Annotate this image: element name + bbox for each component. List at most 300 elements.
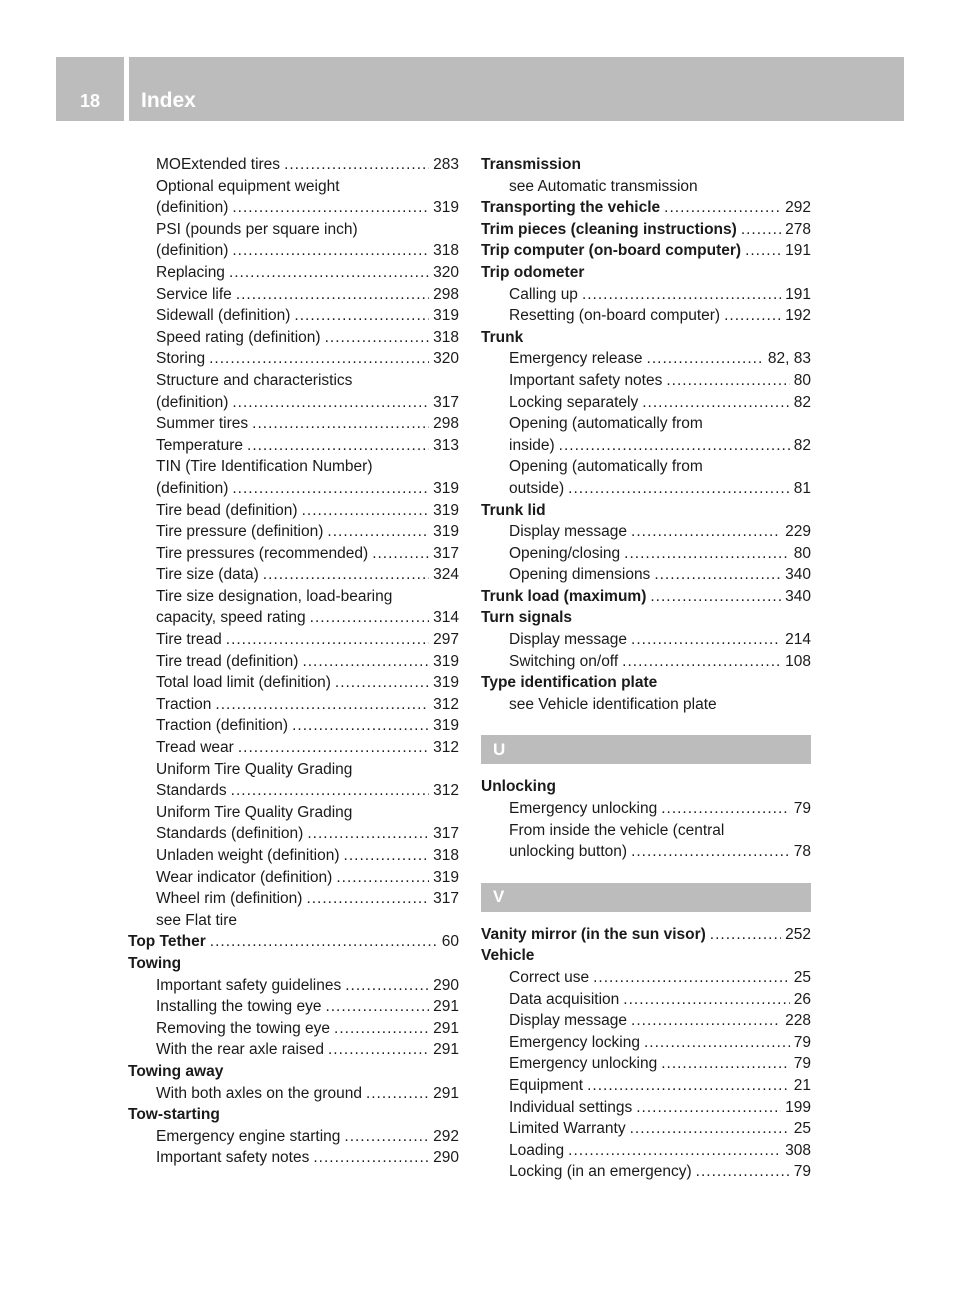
entry-text: Tire size (data) bbox=[156, 566, 259, 584]
index-subentry bbox=[128, 478, 459, 500]
dot-leader bbox=[631, 521, 781, 543]
page-reference[interactable]: 318 bbox=[433, 847, 459, 864]
entry-text: Service life bbox=[156, 285, 232, 303]
dot-leader bbox=[582, 284, 781, 306]
entry-text: Trip odometer bbox=[481, 263, 585, 281]
page-reference[interactable]: 79 bbox=[793, 1033, 811, 1051]
page-reference[interactable]: 319 bbox=[433, 652, 459, 670]
index-subentry bbox=[481, 435, 811, 457]
dot-leader bbox=[661, 1053, 790, 1075]
index-subentry bbox=[128, 197, 459, 219]
entry-text: Uniform Tire Quality Grading bbox=[156, 803, 353, 821]
dot-leader bbox=[302, 500, 430, 522]
entry-text: Emergency unlocking bbox=[509, 1055, 658, 1073]
page-number: 18 bbox=[79, 91, 101, 111]
dot-leader bbox=[307, 823, 429, 845]
dot-leader bbox=[622, 651, 781, 673]
index-subentry bbox=[481, 989, 811, 1011]
page-reference[interactable]: 252 bbox=[785, 925, 811, 943]
entry-text: With both axles on the ground bbox=[156, 1084, 362, 1102]
index-entry bbox=[481, 154, 811, 176]
entry-text: Temperature bbox=[156, 436, 244, 454]
page-reference[interactable]: 324 bbox=[433, 566, 459, 584]
page-reference[interactable]: 25 bbox=[793, 1120, 811, 1138]
page-reference[interactable]: 228 bbox=[785, 1012, 811, 1030]
entry-text: Important safety guidelines bbox=[156, 976, 342, 994]
entry-text: Important safety notes bbox=[509, 371, 663, 389]
index-subentry bbox=[128, 607, 459, 629]
entry-text: Correct use bbox=[509, 969, 590, 986]
index-subentry bbox=[481, 820, 811, 842]
dot-leader bbox=[226, 629, 429, 651]
page-reference[interactable]: 340 bbox=[785, 587, 811, 605]
index-subentry bbox=[481, 694, 811, 716]
entry-text: Emergency unlocking bbox=[509, 800, 658, 818]
dot-leader bbox=[372, 543, 429, 565]
entry-text: Unlocking bbox=[481, 778, 556, 796]
page-reference[interactable]: 81 bbox=[793, 479, 811, 497]
entry-text: capacity, speed rating bbox=[156, 609, 306, 627]
index-subentry bbox=[128, 1018, 459, 1040]
entry-text: Emergency locking bbox=[509, 1033, 640, 1051]
index-entry bbox=[481, 924, 811, 946]
entry-text: Opening dimensions bbox=[509, 566, 651, 584]
index-subentry bbox=[128, 651, 459, 673]
index-entry bbox=[481, 776, 811, 798]
index-subentry bbox=[128, 715, 459, 737]
page-reference[interactable]: 278 bbox=[785, 220, 811, 238]
dot-leader bbox=[696, 1161, 790, 1183]
dot-leader bbox=[238, 737, 429, 759]
entry-text: Optional equipment weight bbox=[156, 177, 340, 195]
header-divider bbox=[124, 57, 129, 121]
index-subentry bbox=[128, 780, 459, 802]
entry-text: Trunk bbox=[481, 328, 524, 346]
page-reference[interactable]: 297 bbox=[433, 631, 459, 649]
entry-text: Uniform Tire Quality Grading bbox=[156, 760, 353, 778]
entry-text: see Flat tire bbox=[156, 911, 237, 929]
entry-text: (definition) bbox=[156, 479, 229, 497]
index-subentry bbox=[128, 370, 459, 392]
dot-leader bbox=[366, 1083, 429, 1105]
dot-leader bbox=[559, 435, 790, 457]
dot-leader bbox=[231, 780, 429, 802]
index-subentry bbox=[481, 284, 811, 306]
index-entry bbox=[481, 327, 811, 349]
index-subentry bbox=[128, 1039, 459, 1061]
dot-leader bbox=[344, 1126, 429, 1148]
index-column-left bbox=[128, 154, 459, 1169]
page-reference[interactable]: 80 bbox=[793, 371, 811, 389]
index-entry bbox=[128, 953, 459, 975]
index-subentry bbox=[481, 348, 811, 370]
page-reference[interactable]: 291 bbox=[433, 1041, 459, 1059]
index-subentry bbox=[128, 672, 459, 694]
index-entry bbox=[128, 1061, 459, 1083]
entry-text: Tire size designation, load-bearing bbox=[156, 587, 393, 605]
dot-leader bbox=[345, 975, 429, 997]
index-subentry bbox=[128, 176, 459, 198]
dot-leader bbox=[294, 305, 429, 327]
page-reference[interactable]: 191 bbox=[785, 285, 811, 303]
dot-leader bbox=[631, 1010, 781, 1032]
page-reference[interactable]: 291 bbox=[433, 1084, 459, 1102]
page-reference[interactable]: 290 bbox=[433, 976, 459, 994]
entry-text: Speed rating (definition) bbox=[156, 328, 321, 346]
page-reference[interactable]: 317 bbox=[433, 825, 459, 843]
index-subentry bbox=[481, 1032, 811, 1054]
index-subentry bbox=[128, 154, 459, 176]
page-reference[interactable]: 319 bbox=[433, 674, 459, 692]
index-entry bbox=[128, 931, 459, 953]
dot-leader bbox=[335, 672, 429, 694]
dot-leader bbox=[624, 543, 790, 565]
page-reference[interactable]: 319 bbox=[433, 199, 459, 217]
page-reference[interactable]: 317 bbox=[433, 393, 459, 411]
index-subentry bbox=[481, 651, 811, 673]
page-reference[interactable]: 199 bbox=[785, 1098, 811, 1116]
entry-text: Opening/closing bbox=[509, 544, 621, 562]
index-subentry bbox=[481, 543, 811, 565]
dot-leader bbox=[644, 1032, 790, 1054]
index-subentry bbox=[128, 500, 459, 522]
entry-text: Limited Warranty bbox=[509, 1120, 626, 1138]
dot-leader bbox=[292, 715, 429, 737]
dot-leader bbox=[642, 392, 790, 414]
entry-text: Tire pressure (definition) bbox=[156, 523, 324, 541]
entry-text: Vanity mirror (in the sun visor) bbox=[481, 925, 706, 943]
entry-text: Tire bead (definition) bbox=[156, 501, 298, 519]
index-entry bbox=[481, 586, 811, 608]
page-reference[interactable]: 317 bbox=[433, 544, 459, 562]
dot-leader bbox=[310, 607, 429, 629]
entry-text: Traction (definition) bbox=[156, 717, 289, 735]
index-subentry bbox=[481, 1053, 811, 1075]
index-entry bbox=[481, 197, 811, 219]
page-reference[interactable]: 25 bbox=[793, 969, 811, 986]
index-entry bbox=[481, 262, 811, 284]
index-subentry bbox=[481, 967, 811, 989]
entry-text: Trip computer (on-board computer) bbox=[481, 242, 742, 260]
index-subentry bbox=[481, 1161, 811, 1183]
dot-leader bbox=[724, 305, 781, 327]
page-reference[interactable]: 320 bbox=[433, 263, 459, 281]
entry-text: Transporting the vehicle bbox=[481, 199, 661, 217]
index-subentry bbox=[481, 1075, 811, 1097]
entry-text: MOExtended tires bbox=[156, 156, 281, 173]
entry-text: Trim pieces (cleaning instructions) bbox=[481, 220, 737, 238]
dot-leader bbox=[210, 931, 438, 953]
page-reference[interactable]: 313 bbox=[433, 436, 459, 454]
entry-text: Locking (in an emergency) bbox=[509, 1163, 692, 1181]
index-subentry bbox=[128, 435, 459, 457]
entry-text: Calling up bbox=[509, 285, 578, 303]
dot-leader bbox=[336, 867, 429, 889]
dot-leader bbox=[650, 586, 781, 608]
index-entry bbox=[128, 1104, 459, 1126]
index-subentry bbox=[128, 759, 459, 781]
page-reference[interactable]: 291 bbox=[433, 1019, 459, 1037]
entry-text: Top Tether bbox=[128, 933, 206, 951]
dot-leader bbox=[647, 348, 764, 370]
page-reference[interactable]: 319 bbox=[433, 523, 459, 541]
dot-leader bbox=[631, 629, 781, 651]
index-subentry bbox=[128, 823, 459, 845]
entry-text: Sidewall (definition) bbox=[156, 307, 291, 325]
dot-leader bbox=[263, 564, 429, 586]
page-reference[interactable]: 60 bbox=[441, 933, 459, 951]
dot-leader bbox=[710, 924, 781, 946]
entry-text: Turn signals bbox=[481, 609, 573, 627]
entry-text: (definition) bbox=[156, 199, 229, 217]
index-subentry bbox=[128, 1147, 459, 1169]
index-subentry bbox=[128, 327, 459, 349]
page-reference[interactable]: 78 bbox=[793, 843, 811, 861]
dot-leader bbox=[313, 1147, 429, 1169]
dot-leader bbox=[587, 1075, 790, 1097]
entry-text: Individual settings bbox=[509, 1098, 633, 1116]
page-reference[interactable]: 26 bbox=[793, 990, 811, 1008]
entry-text: Data acquisition bbox=[509, 990, 620, 1008]
index-subentry bbox=[128, 348, 459, 370]
entry-text: Trunk lid bbox=[481, 501, 546, 519]
index-subentry bbox=[481, 521, 811, 543]
index-subentry bbox=[481, 413, 811, 435]
index-entry bbox=[481, 240, 811, 262]
page-reference[interactable]: 79 bbox=[793, 1055, 811, 1073]
page-reference[interactable]: 320 bbox=[433, 350, 459, 368]
index-entry bbox=[481, 607, 811, 629]
page-reference[interactable]: 317 bbox=[433, 890, 459, 908]
dot-leader bbox=[215, 694, 429, 716]
index-subentry bbox=[128, 1083, 459, 1105]
dot-leader bbox=[664, 197, 781, 219]
page-reference[interactable]: 21 bbox=[793, 1076, 811, 1094]
index-entry bbox=[481, 945, 811, 967]
dot-leader bbox=[328, 1039, 429, 1061]
dot-leader bbox=[232, 197, 429, 219]
page-reference[interactable]: 312 bbox=[433, 695, 459, 713]
entry-text: unlocking button) bbox=[509, 843, 628, 861]
entry-text: Display message bbox=[509, 523, 628, 541]
entry-text: Important safety notes bbox=[156, 1149, 310, 1167]
index-subentry bbox=[128, 521, 459, 543]
index-subentry bbox=[128, 392, 459, 414]
entry-text: outside) bbox=[509, 479, 565, 497]
index-subentry bbox=[128, 240, 459, 262]
entry-text: Emergency engine starting bbox=[156, 1127, 341, 1145]
section-letter-v: V bbox=[481, 883, 811, 912]
index-subentry bbox=[128, 413, 459, 435]
index-entry bbox=[481, 219, 811, 241]
entry-text: Storing bbox=[156, 350, 206, 368]
entry-text: From inside the vehicle (central bbox=[509, 821, 725, 839]
entry-text: Tire pressures (recommended) bbox=[156, 544, 369, 562]
index-entry bbox=[481, 500, 811, 522]
dot-leader bbox=[236, 284, 429, 306]
entry-text: Wear indicator (definition) bbox=[156, 868, 333, 886]
index-subentry bbox=[481, 1140, 811, 1162]
dot-leader bbox=[630, 1118, 790, 1140]
dot-leader bbox=[232, 392, 429, 414]
page-reference[interactable]: 319 bbox=[433, 307, 459, 325]
index-subentry bbox=[128, 629, 459, 651]
index-subentry bbox=[128, 586, 459, 608]
dot-leader bbox=[325, 327, 430, 349]
index-subentry bbox=[128, 888, 459, 910]
index-subentry bbox=[128, 543, 459, 565]
dot-leader bbox=[229, 262, 429, 284]
page-reference[interactable]: 80 bbox=[793, 544, 811, 562]
page-reference[interactable]: 319 bbox=[433, 501, 459, 519]
page-reference[interactable]: 319 bbox=[433, 479, 459, 497]
index-subentry bbox=[128, 262, 459, 284]
index-subentry bbox=[128, 802, 459, 824]
index-subentry bbox=[128, 910, 459, 932]
index-subentry bbox=[128, 975, 459, 997]
dot-leader bbox=[623, 989, 789, 1011]
dot-leader bbox=[741, 219, 781, 241]
index-subentry bbox=[481, 392, 811, 414]
dot-leader bbox=[661, 798, 790, 820]
dot-leader bbox=[666, 370, 789, 392]
page-reference[interactable]: 108 bbox=[785, 652, 811, 670]
page-reference[interactable]: 308 bbox=[785, 1141, 811, 1159]
entry-text: Locking separately bbox=[509, 393, 639, 411]
dot-leader bbox=[593, 967, 790, 989]
page-reference[interactable]: 319 bbox=[433, 717, 459, 735]
dot-leader bbox=[284, 154, 429, 176]
page-reference[interactable]: 292 bbox=[785, 199, 811, 217]
entry-text: Unladen weight (definition) bbox=[156, 847, 340, 864]
dot-leader bbox=[252, 413, 429, 435]
entry-text: Tire tread bbox=[156, 631, 222, 649]
dot-leader bbox=[247, 435, 429, 457]
entry-text: Towing bbox=[128, 954, 182, 972]
page-reference[interactable]: 319 bbox=[433, 868, 459, 886]
index-subentry bbox=[481, 629, 811, 651]
entry-text: Removing the towing eye bbox=[156, 1019, 331, 1037]
entry-text: Traction bbox=[156, 695, 212, 713]
dot-leader bbox=[325, 996, 429, 1018]
page-reference[interactable]: 312 bbox=[433, 739, 459, 757]
entry-text: Wheel rim (definition) bbox=[156, 890, 303, 908]
index-subentry bbox=[481, 1010, 811, 1032]
entry-text: Vehicle bbox=[481, 947, 535, 965]
entry-text: Loading bbox=[509, 1141, 565, 1159]
dot-leader bbox=[232, 478, 429, 500]
entry-text: With the rear axle raised bbox=[156, 1041, 324, 1059]
index-subentry bbox=[481, 564, 811, 586]
entry-text: Installing the towing eye bbox=[156, 998, 322, 1016]
dot-leader bbox=[568, 478, 790, 500]
index-subentry bbox=[481, 305, 811, 327]
index-subentry bbox=[128, 1126, 459, 1148]
dot-leader bbox=[631, 841, 790, 863]
index-subentry bbox=[128, 284, 459, 306]
entry-text: Opening (automatically from bbox=[509, 415, 703, 433]
entry-text: Transmission bbox=[481, 156, 581, 173]
index-subentry bbox=[128, 456, 459, 478]
page-reference[interactable]: 314 bbox=[433, 609, 459, 627]
dot-leader bbox=[327, 521, 429, 543]
page-reference[interactable]: 191 bbox=[785, 242, 811, 260]
index-subentry bbox=[128, 867, 459, 889]
dot-leader bbox=[568, 1140, 781, 1162]
page-reference[interactable]: 291 bbox=[433, 998, 459, 1016]
entry-text: Towing away bbox=[128, 1062, 224, 1080]
dot-leader bbox=[232, 240, 429, 262]
index-subentry bbox=[481, 176, 811, 198]
dot-leader bbox=[302, 651, 429, 673]
page-reference[interactable]: 82 bbox=[793, 393, 811, 411]
index-subentry bbox=[481, 370, 811, 392]
page-reference[interactable]: 192 bbox=[785, 307, 811, 325]
entry-text: Equipment bbox=[509, 1076, 584, 1094]
index-subentry bbox=[481, 1118, 811, 1140]
index-subentry bbox=[128, 219, 459, 241]
page-reference[interactable]: 318 bbox=[433, 328, 459, 346]
index-subentry bbox=[481, 478, 811, 500]
page-reference[interactable]: 290 bbox=[433, 1149, 459, 1167]
page-reference[interactable]: 298 bbox=[433, 415, 459, 433]
index-subentry bbox=[128, 564, 459, 586]
index-subentry bbox=[128, 737, 459, 759]
dot-leader bbox=[654, 564, 781, 586]
entry-text: Display message bbox=[509, 631, 628, 649]
index-subentry bbox=[128, 305, 459, 327]
page-reference[interactable]: 214 bbox=[785, 631, 811, 649]
page-reference[interactable]: 340 bbox=[785, 566, 811, 584]
entry-text: TIN (Tire Identification Number) bbox=[156, 458, 373, 476]
index-subentry bbox=[481, 798, 811, 820]
section-letter-u: U bbox=[481, 735, 811, 764]
page-reference[interactable]: 79 bbox=[793, 800, 811, 818]
page-reference[interactable]: 229 bbox=[785, 523, 811, 541]
dot-leader bbox=[745, 240, 781, 262]
entry-text: Display message bbox=[509, 1012, 628, 1030]
page-reference[interactable]: 312 bbox=[433, 782, 459, 800]
dot-leader bbox=[306, 888, 429, 910]
page-reference[interactable]: 318 bbox=[433, 242, 459, 260]
index-column-right bbox=[481, 154, 811, 1183]
entry-text: Opening (automatically from bbox=[509, 458, 703, 476]
entry-text: see Vehicle identification plate bbox=[509, 695, 717, 713]
entry-text: Type identification plate bbox=[481, 674, 658, 692]
entry-text: Summer tires bbox=[156, 415, 249, 433]
dot-leader bbox=[344, 845, 430, 867]
index-subentry bbox=[128, 996, 459, 1018]
entry-text: Tire tread (definition) bbox=[156, 652, 299, 670]
entry-text: inside) bbox=[509, 436, 555, 454]
entry-text: (definition) bbox=[156, 242, 229, 260]
page-reference[interactable]: 79 bbox=[793, 1163, 811, 1181]
page-title: Index bbox=[141, 89, 196, 112]
page-reference[interactable]: 82, 83 bbox=[767, 350, 811, 368]
entry-text: PSI (pounds per square inch) bbox=[156, 220, 358, 238]
entry-text: Trunk load (maximum) bbox=[481, 587, 647, 605]
entry-text: Standards bbox=[156, 782, 227, 800]
index-subentry bbox=[481, 1097, 811, 1119]
dot-leader bbox=[636, 1097, 781, 1119]
entry-text: Resetting (on-board computer) bbox=[509, 307, 721, 325]
entry-text: Total load limit (definition) bbox=[156, 674, 331, 692]
entry-text: Replacing bbox=[156, 263, 225, 281]
page-reference[interactable]: 283 bbox=[433, 156, 459, 173]
page-reference[interactable]: 298 bbox=[433, 285, 459, 303]
page-reference[interactable]: 292 bbox=[433, 1127, 459, 1145]
page-reference[interactable]: 82 bbox=[793, 436, 811, 454]
